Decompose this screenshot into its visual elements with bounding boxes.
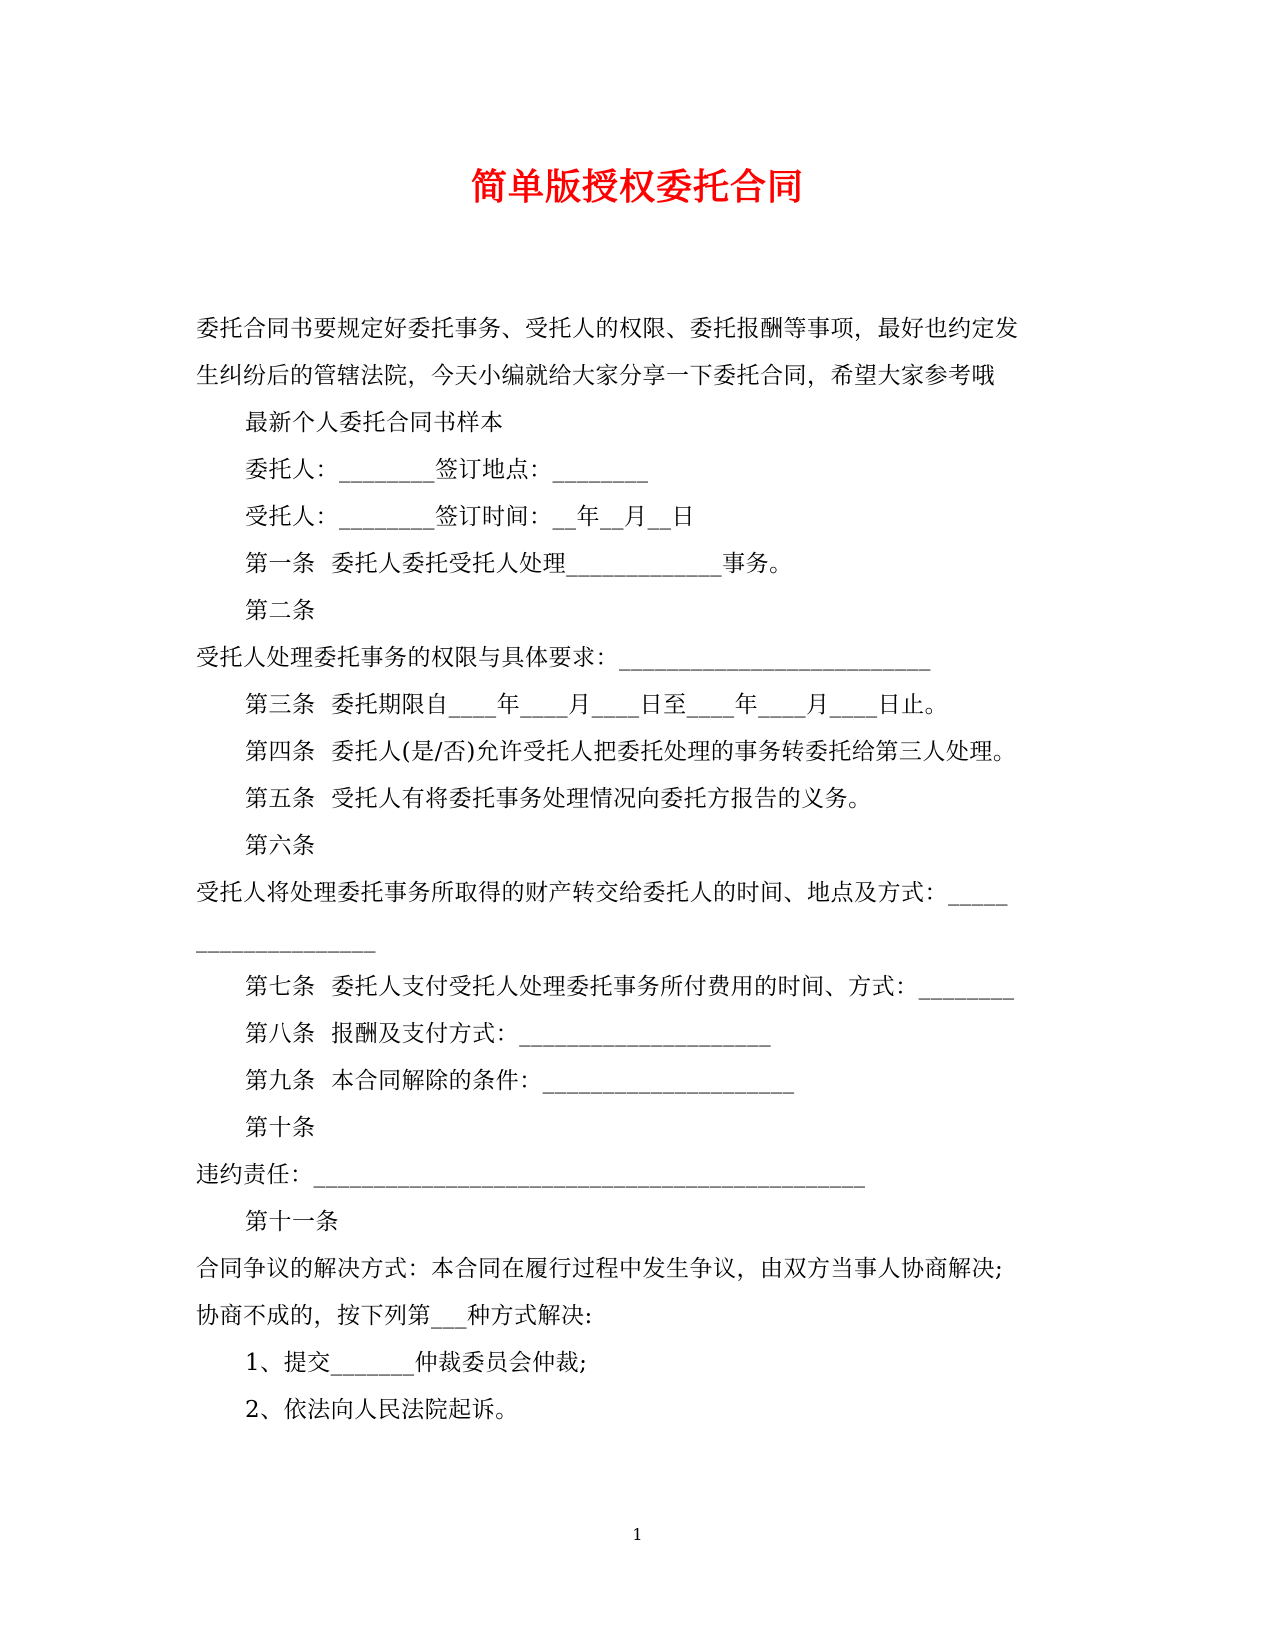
intro-line-2: 生纠纷后的管辖法院，今天小编就给大家分享一下委托合同，希望大家参考哦 <box>196 363 995 389</box>
article-10-body: 违约责任：______________________________________________ <box>196 1162 866 1188</box>
article-11-body-1: 合同争议的解决方式：本合同在履行过程中发生争议，由双方当事人协商解决; <box>196 1256 1004 1282</box>
article-6-heading: 第六条 <box>245 833 316 859</box>
article-2-body: 受托人处理委托事务的权限与具体要求：__________________________ <box>196 645 931 671</box>
article-8: 第八条 报酬及支付方式：_____________________ <box>245 1021 772 1047</box>
section-heading: 最新个人委托合同书样本 <box>245 410 504 436</box>
article-10-heading: 第十条 <box>245 1115 316 1141</box>
article-2-heading: 第二条 <box>245 598 316 624</box>
article-11-body-2: 协商不成的，按下列第___种方式解决: <box>196 1303 593 1329</box>
option-2: 2、依法向人民法院起诉。 <box>245 1397 519 1423</box>
page-number: 1 <box>632 1525 643 1544</box>
principal-line: 委托人：________签订地点：________ <box>245 457 649 483</box>
article-5: 第五条 受托人有将委托事务处理情况向委托方报告的义务。 <box>245 786 872 812</box>
article-7: 第七条 委托人支付受托人处理委托事务所付费用的时间、方式：________ <box>245 974 1015 1000</box>
document-title: 简单版授权委托合同 <box>470 166 804 208</box>
article-6-body-cont: _______________ <box>196 927 376 953</box>
article-1: 第一条 委托人委托受托人处理_____________事务。 <box>245 551 793 577</box>
option-1: 1、提交_______仲裁委员会仲裁; <box>245 1350 588 1376</box>
agent-line: 受托人：________签订时间：__年__月__日 <box>245 504 695 530</box>
article-9: 第九条 本合同解除的条件：_____________________ <box>245 1068 795 1094</box>
article-11-heading: 第十一条 <box>245 1209 339 1235</box>
article-3: 第三条 委托期限自____年____月____日至____年____月____日止。 <box>245 692 949 718</box>
intro-line-1: 委托合同书要规定好委托事务、受托人的权限、委托报酬等事项，最好也约定发 <box>196 316 1019 342</box>
article-4: 第四条 委托人(是/否)允许受托人把委托处理的事务转委托给第三人处理。 <box>245 739 1017 765</box>
article-6-body: 受托人将处理委托事务所取得的财产转交给委托人的时间、地点及方式：_____ <box>196 880 1008 906</box>
